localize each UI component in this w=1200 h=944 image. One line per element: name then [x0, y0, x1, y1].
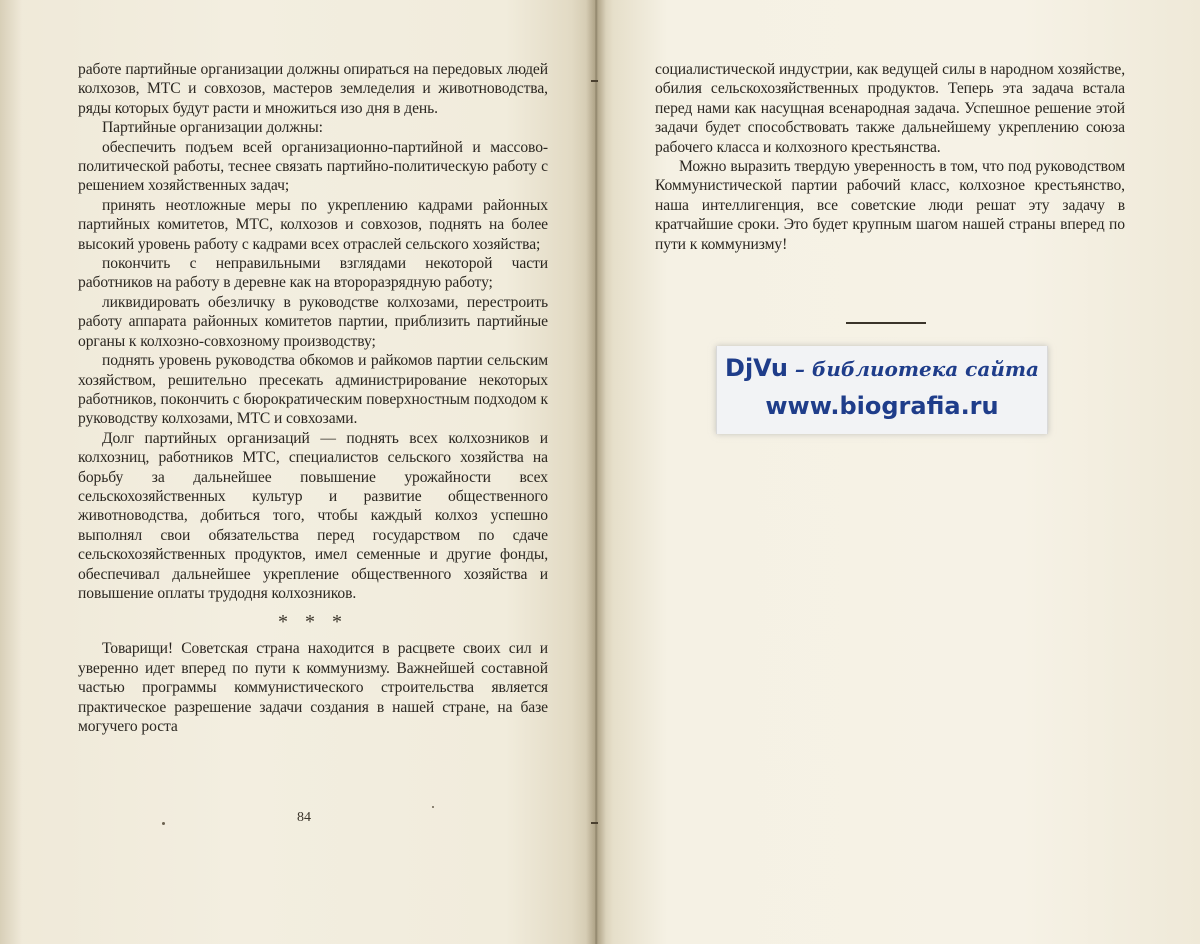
paragraph: принять неотложные меры по укреплению кадрами районных партийных комитетов, МТС, колхозов и совхозов, поднять на более высокий уровень работу с кадрами всех отраслей сельского хозяйства;: [78, 196, 548, 253]
binding-mark: [591, 822, 598, 824]
paragraph: Долг партийных организаций — поднять всех колхозников и колхозниц, работников МТС, специалистов сельского хозяйства на борьбу за дальнейшее повышение урожайности всех сельскохозяйственных культур и развитие общественного животноводства, добиться того, чтобы каждый колхоз успешно выполнял свои обязательства перед государством по сдаче сельскохозяйственных продуктов, имел семенные и другие фонды, обеспечивал дальнейшее укрепление общественного хозяйства и повышение оплаты трудодня колхозников.: [78, 429, 548, 602]
section-separator: * * *: [278, 611, 348, 634]
print-speck: [432, 806, 434, 808]
page-edge-shadow: [0, 0, 22, 944]
paragraph: поднять уровень руководства обкомов и райкомов партии сельским хозяйством, решительно пресекать администрирование некоторых работников, покончить с бюрократическим поверхностным подходом к руководству колхозами, МТС и совхозами.: [78, 352, 548, 428]
paragraph: покончить с неправильными взглядами некоторой части работников на работу в деревне как на второразрядную работу;: [78, 255, 548, 292]
closing-paragraph: Товарищи! Советская страна находится в расцвете своих сил и уверенно идет вперед по пути к коммунизму. Важнейшей составной частью программы коммунистического строительства является практическое разрешение задачи создания в нашей стране, на базе могучего роста: [78, 640, 548, 735]
paragraph: работе партийные организации должны опираться на передовых людей колхозов, МТС и совхозов, мастеров земледелия и животноводства, ряды которых будут расти и множиться изо дня в день.: [78, 61, 548, 117]
stamp-brand: DjVu: [725, 354, 788, 382]
book-gutter: [586, 0, 606, 944]
stamp-url: www.biografia.ru: [765, 392, 999, 420]
binding-mark: [591, 80, 598, 82]
stamp-tagline: – библиотека сайта: [787, 357, 1039, 381]
paragraph: социалистической индустрии, как ведущей силы в народном хозяйстве, обилия сельскохозяйственных продуктов. Теперь эта задача встала перед нами как насущная всенародная задача. Успешное решение этой задачи будет способствовать также дальнейшему укреплению союза рабочего класса и колхозного крестьянства.: [655, 61, 1125, 156]
right-page-text: [655, 60, 1125, 254]
print-speck: [162, 822, 165, 825]
left-page: [0, 0, 595, 944]
right-page: [595, 0, 1200, 944]
watermark-stamp: [716, 346, 1048, 434]
paragraph: Можно выразить твердую уверенность в том, что под руководством Коммунистической партии рабочий класс, колхозное крестьянство, наша интеллигенция, все советские люди решат эту задачу в кратчайшие сроки. Это будет крупным шагом нашей страны вперед по пути к коммунизму!: [655, 158, 1125, 253]
paragraph: Партийные организации должны:: [102, 119, 323, 137]
paragraph: ликвидировать обезличку в руководстве колхозами, перестроить работу аппарата районных комитетов партии, приблизить партийные органы к колхозно-совхозному производству;: [78, 293, 548, 350]
page-number: 84: [297, 810, 311, 825]
paragraph: обеспечить подъем всей организационно-партийной и массово-политической работы, теснее связать партийно-политическую работу с решением хозяйственных задач;: [78, 138, 548, 195]
left-page-text: [78, 60, 548, 736]
stamp-title: [717, 354, 1047, 382]
end-rule: [846, 322, 926, 324]
